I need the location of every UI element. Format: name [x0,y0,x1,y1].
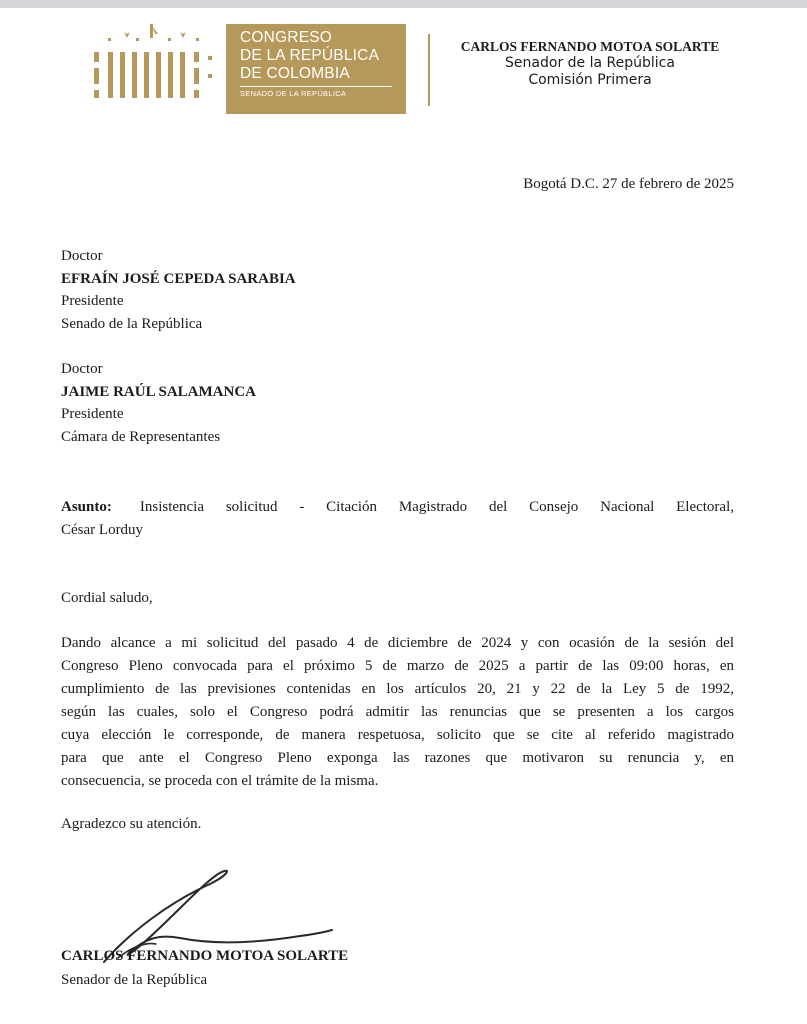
letter-date: Bogotá D.C. 27 de febrero de 2025 [523,176,734,192]
subject-line-1: Insistencia solicitud - Citación Magistrado del Consejo Nacional Electoral, [139,499,734,515]
logo-line-3: DE COLOMBIA [240,65,350,82]
body-line: consecuencia, se proceda con el trámite de la misma. [61,773,379,789]
sender-name: CARLOS FERNANDO MOTOA SOLARTE [460,39,720,54]
recipient-entity: Cámara de Representantes [61,428,221,445]
sender-block [440,38,740,89]
closing: Agradezco su atención. [61,816,202,832]
body-line: Congreso Pleno convocada para el próximo 5 de marzo de 2025 a partir de las 09:00 horas, en [61,658,734,674]
sender-commission: Comisión Primera [528,72,652,88]
logo-line-1: CONGRESO [240,29,333,46]
body-paragraph [61,632,734,793]
subject-block [61,496,734,541]
congress-logo [226,24,406,114]
subject-label: Asunto: [61,499,112,515]
recipient-1 [61,245,296,335]
sender-title: Senador de la República [505,55,675,71]
top-band [0,0,807,8]
body-line: cuya elección le corresponde, de manera respetuosa, solicito que se cite al referido magistrado [61,727,734,743]
recipient-salutation: Doctor [61,248,103,264]
logo-line-2: DE LA REPÚBLICA [240,47,380,64]
greeting: Cordial saludo, [61,590,153,606]
signatory-name: CARLOS FERNANDO MOTOA SOLARTE [61,948,349,964]
recipient-salutation: Doctor [61,361,103,377]
body-line: según las cuales, solo el Congreso podrá admitir las renuncias que se presenten a los cargos [61,704,734,720]
body-line: para que ante el Congreso Pleno exponga las razones que motivaron su renuncia y, en [61,750,734,766]
recipient-name: JAIME RAÚL SALAMANCA [61,383,257,400]
recipient-entity: Senado de la República [61,315,203,332]
recipient-role: Presidente [61,406,124,422]
body-line: cumplimiento de las previsiones contenidas en los artículos 20, 21 y 22 de la Ley 5 de 1992, [61,681,734,697]
logo-rule [240,86,392,87]
capitol-columns-icon [90,22,220,112]
recipient-role: Presidente [61,293,124,309]
signatory-title: Senador de la República [61,972,208,988]
header-divider [428,34,430,106]
logo-subtitle: SENADO DE LA REPÚBLICA [240,89,347,98]
body-line: Dando alcance a mi solicitud del pasado 4 de diciembre de 2024 y con ocasión de la sesión del [61,635,734,651]
recipient-2 [61,358,256,448]
subject-line-2: César Lorduy [61,521,144,538]
recipient-name: EFRAÍN JOSÉ CEPEDA SARABIA [61,270,296,287]
